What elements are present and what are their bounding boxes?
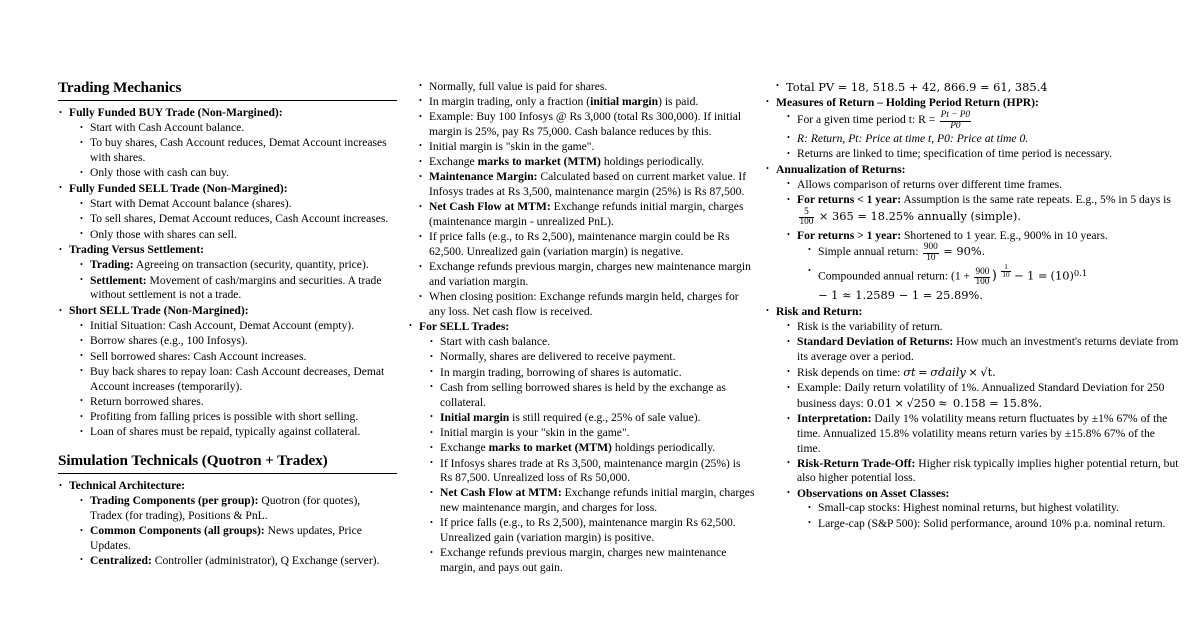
list-item <box>79 212 394 227</box>
item-text: In margin trading, only a fraction ( <box>429 94 591 108</box>
trading-mechanics-list <box>58 106 394 440</box>
list-item <box>418 200 755 229</box>
sublist <box>69 494 394 568</box>
item-label: • Fully Funded SELL Trade (Non-Margined): <box>69 181 288 195</box>
simple-return-fraction <box>923 243 939 263</box>
item-label: • Technical Architecture: <box>69 479 186 492</box>
list-item <box>765 96 1179 162</box>
list-item <box>79 524 394 553</box>
sigma-daily: σdaily <box>930 365 966 380</box>
list-item <box>58 182 394 242</box>
list-item <box>429 350 755 365</box>
hpr-denominator: P0 <box>940 121 971 132</box>
item-text: ) is paid. <box>658 94 699 108</box>
item-term: marks to market (MTM) <box>477 155 601 169</box>
compound-line2-exponent: 0.1 <box>1073 268 1088 279</box>
list-item <box>429 411 755 426</box>
list-item <box>786 365 1179 381</box>
sublist <box>69 258 394 303</box>
item-term: Centralized: <box>90 553 152 567</box>
list-item <box>786 457 1179 486</box>
compound-exponent-fraction <box>1001 264 1010 280</box>
item-text: Returns are linked to time; specification of time period is necessary. <box>797 147 1113 161</box>
list-item <box>429 426 755 441</box>
list-item <box>807 517 1179 532</box>
list-item <box>786 111 1179 131</box>
list-item <box>429 457 755 486</box>
item-text: Normally, shares are delivered to receive payment. <box>440 350 676 364</box>
item-label: • Trading Versus Settlement: <box>69 243 205 257</box>
list-item <box>429 366 755 381</box>
item-text: Shortened to 1 year. E.g., 900% in 10 years. <box>901 228 1108 242</box>
item-term: Risk-Return Trade-Off: <box>797 456 916 470</box>
list-item <box>418 260 755 289</box>
item-label: • Annualization of Returns: <box>776 162 906 176</box>
list-item <box>418 170 755 199</box>
sqrt-250: √250 <box>906 395 936 410</box>
list-item <box>786 178 1179 193</box>
compound-line2-rest: − 1 ≈ 1.2589 − 1 = 25.89%. <box>818 288 983 303</box>
item-text: Quotron (for quotes), Tradex (for trading), Positions & PnL. <box>90 494 361 522</box>
item-term: Standard Deviation of Returns: <box>797 335 954 349</box>
list-item <box>79 410 394 425</box>
sigma-t: σt <box>903 365 916 380</box>
item-text: R: Return, Pt: Price at time t, P0: Price at time 0. <box>797 131 1029 145</box>
list-item <box>79 365 394 394</box>
item-text: Movement of cash/margins and securities. A trade without settlement is not a trade. <box>90 273 382 302</box>
item-text: Buy back shares to repay loan: Cash Account decreases, Demat Account increases (temporarily). <box>90 364 385 393</box>
item-label: • Measures of Return – Holding Period Return (HPR): <box>776 95 1039 109</box>
list-item <box>807 264 1179 304</box>
item-text: Compounded annual return: (1 + <box>818 269 971 283</box>
item-text: When closing position: Exchange refunds margin held, charges for any loss. Net cash flow is received. <box>429 290 739 318</box>
list-item <box>79 228 394 243</box>
item-term: marks to market (MTM) <box>488 441 612 455</box>
fraction-numerator: 5 <box>804 206 809 217</box>
list-item <box>786 147 1179 162</box>
item-label: • Observations on Asset Classes: <box>797 486 950 500</box>
sublist <box>776 178 1179 304</box>
sublist <box>797 501 1179 531</box>
item-text: How much an investment's returns deviate from its average over a period. <box>797 335 1179 363</box>
list-item <box>418 155 755 170</box>
item-text: Exchange refunds previous margin, charges new maintenance margin and variation margin. <box>429 260 751 288</box>
fraction-denominator: 100 <box>975 277 990 288</box>
item-term: Initial margin <box>440 410 510 424</box>
item-term: Trading: <box>90 258 134 272</box>
sublist <box>69 319 394 440</box>
item-text: Borrow shares (e.g., 100 Infosys). <box>90 334 248 348</box>
list-item <box>786 320 1179 335</box>
item-text: Initial Situation: Cash Account, Demat Account (empty). <box>90 319 355 333</box>
section-simulation-technicals <box>58 452 394 569</box>
sublist <box>419 335 755 575</box>
item-text: Example: Buy 100 Infosys @ Rs 3,000 (total Rs 300,000). If initial margin is 25%, pay Rs 75,000. Cash balance reduces by this. <box>429 110 742 138</box>
item-text: Large-cap (S&P 500): Solid performance, around 10% p.a. nominal return. <box>818 516 1166 530</box>
list-item <box>418 95 755 110</box>
fraction-numerator: 900 <box>923 242 938 253</box>
list-item <box>775 80 1179 96</box>
list-item <box>429 381 755 410</box>
list-item <box>58 304 394 440</box>
list-item <box>79 395 394 410</box>
item-text: Exchange <box>429 155 478 169</box>
item-term: Settlement: <box>90 273 147 287</box>
list-item <box>79 554 394 569</box>
item-term: initial margin <box>590 94 659 108</box>
item-text: Sell borrowed shares: Cash Account increases. <box>90 349 307 363</box>
item-label: • Risk and Return: <box>776 304 863 318</box>
list-item <box>79 319 394 334</box>
item-text: If price falls (e.g., to Rs 2,500), maintenance margin Rs 62,500. Unrealized gain (variation margin) is positive. <box>440 516 736 544</box>
list-item <box>79 166 394 181</box>
list-item <box>79 494 394 523</box>
list-item <box>418 80 755 95</box>
item-text: Risk depends on time: <box>797 366 901 380</box>
item-text: In margin trading, borrowing of shares is automatic. <box>440 365 682 379</box>
list-item <box>418 140 755 155</box>
item-text: To sell shares, Demat Account reduces, Cash Account increases. <box>90 212 389 226</box>
item-text: Start with Cash Account balance. <box>90 121 245 135</box>
list-item <box>79 274 394 303</box>
item-text: If Infosys shares trade at Rs 3,500, maintenance margin (25%) is Rs 87,500. Unrealized loss of Rs 50,000. <box>440 456 741 485</box>
sigma-time-formula: σt = σdaily × √t. <box>903 365 996 380</box>
annualize-tail: × 365 = 18.25% annually (simple). <box>818 208 1021 223</box>
item-term: For returns < 1 year: <box>797 193 902 207</box>
list-item <box>765 305 1179 532</box>
section-rule <box>58 473 397 474</box>
item-text: Start with Demat Account balance (shares). <box>90 197 292 211</box>
list-item <box>429 516 755 545</box>
list-item <box>408 320 755 576</box>
list-item <box>58 243 394 303</box>
total-pv-list <box>765 80 1179 96</box>
item-text: Exchange <box>440 441 489 455</box>
item-text: Loan of shares must be repaid, typically against collateral. <box>90 425 361 439</box>
buy-trade-margin-list <box>408 80 755 320</box>
item-text: Exchange refunds initial margin, charges new maintenance margin, and charges for loss. <box>440 486 755 515</box>
simulation-technicals-list <box>58 479 394 569</box>
list-item <box>786 132 1179 147</box>
volatility-result: 0.158 = 15.8%. <box>952 395 1043 410</box>
compound-fraction <box>974 268 990 288</box>
list-item <box>429 441 755 456</box>
item-text: Allows comparison of returns over different time frames. <box>797 177 1063 191</box>
sqrt-t: √t <box>980 365 993 380</box>
list-item <box>79 258 394 273</box>
item-text: Profiting from falling prices is possible with short selling. <box>90 410 359 424</box>
item-term: For returns > 1 year: <box>797 228 902 242</box>
item-text: Agreeing on transaction (security, quantity, price). <box>133 258 369 272</box>
item-term: Net Cash Flow at MTM: <box>440 486 562 500</box>
section-rule <box>58 100 397 101</box>
item-text: Cash from selling borrowed shares is held by the exchange as collateral. <box>440 380 726 409</box>
list-item <box>765 163 1179 304</box>
section-trading-mechanics <box>58 79 394 440</box>
item-text: Assumption is the same rate repeats. E.g., 5% in 5 days is <box>901 193 1171 207</box>
list-item <box>58 106 394 181</box>
sublist <box>69 121 394 181</box>
item-text: News updates, Price Updates. <box>90 524 362 552</box>
item-label: • Short SELL Trade (Non-Margined): <box>69 304 249 318</box>
compound-line2-base: (10) <box>1050 268 1074 283</box>
item-text: holdings periodically. <box>600 155 705 169</box>
item-text: Only those with shares can sell. <box>90 227 237 241</box>
total-pv-formula: Total PV = 18, 518.5 + 42, 866.9 = 61, 385.4 <box>786 79 1048 94</box>
list-item <box>79 334 394 349</box>
item-term: Maintenance Margin: <box>429 170 538 184</box>
list-item <box>786 229 1179 304</box>
list-item <box>79 136 394 165</box>
fraction-denominator: 10 <box>923 253 939 264</box>
list-item <box>418 230 755 259</box>
item-text: Calculated based on current market value. If Infosys trades at Rs 3,500, maintenance margin (25%) is Rs 87,500. <box>429 170 747 199</box>
list-item <box>786 193 1179 228</box>
item-text: Controller (administrator), Q Exchange (server). <box>151 553 380 567</box>
item-term: Interpretation: <box>797 412 872 426</box>
list-item <box>786 487 1179 532</box>
sell-trades-list <box>408 320 755 576</box>
compound-paren-close: ) <box>991 268 1001 284</box>
simple-return-tail: = 90%. <box>943 244 986 259</box>
value-001: 0.01 <box>866 395 892 410</box>
list-item <box>79 121 394 136</box>
item-text: Small-cap stocks: Highest nominal returns, but highest volatility. <box>818 501 1119 515</box>
item-text: Only those with cash can buy. <box>90 166 229 180</box>
list-item <box>786 412 1179 456</box>
exponent-numerator: 1 <box>1004 263 1008 272</box>
item-text: Example: Daily return volatility of 1%. Annualized Standard Deviation for 250 business days: <box>797 381 1165 410</box>
fraction-denominator: 100 <box>799 217 814 228</box>
list-item <box>807 243 1179 263</box>
item-text: Exchange refunds initial margin, charges (maintenance margin - unrealized PnL). <box>429 200 744 228</box>
item-text: To buy shares, Cash Account reduces, Demat Account increases with shares. <box>90 136 387 165</box>
item-text: Exchange refunds previous margin, charges new maintenance margin, and pays out gain. <box>440 546 727 574</box>
list-item <box>807 501 1179 516</box>
hpr-fraction <box>940 111 971 131</box>
item-text: Initial margin is your "skin in the game". <box>440 426 630 439</box>
fraction-numerator: 900 <box>975 266 990 277</box>
sublist <box>776 320 1179 531</box>
list-item <box>429 546 755 575</box>
item-text: If price falls (e.g., to Rs 2,500), maintenance margin could be Rs 62,500. Unrealized gain (variation margin) is negative. <box>429 230 730 258</box>
item-text: Normally, full value is paid for shares. <box>429 79 608 93</box>
sublist <box>797 243 1179 303</box>
item-text: Risk is the variability of return. <box>797 319 943 333</box>
item-term: Common Components (all groups): <box>90 524 265 538</box>
list-item <box>429 335 755 350</box>
item-text: Return borrowed shares. <box>90 394 204 408</box>
list-item <box>418 110 755 139</box>
equals-sign: = <box>918 365 928 380</box>
item-term: Trading Components (per group): <box>90 494 259 508</box>
list-item <box>418 290 755 319</box>
item-text: Start with cash balance. <box>440 335 551 349</box>
list-item <box>58 479 394 569</box>
item-term: Net Cash Flow at MTM: <box>429 200 551 214</box>
item-text: is still required (e.g., 25% of sale value). <box>509 410 701 424</box>
section-heading-simulation-technicals: Simulation Technicals (Quotron + Tradex) <box>58 451 328 469</box>
item-text: Simple annual return: <box>818 245 919 259</box>
times-sign: × <box>894 395 904 410</box>
item-text: Higher risk typically implies higher potential return, but also higher potential loss. <box>797 456 1179 485</box>
approx-sign: ≈ <box>938 395 948 410</box>
list-item <box>786 335 1179 364</box>
right-column-outline <box>765 96 1179 532</box>
compound-tail: − 1 = <box>1014 268 1048 283</box>
hpr-numerator: Pt − P0 <box>940 109 971 120</box>
times-sign: × <box>968 365 978 380</box>
item-label: • Fully Funded BUY Trade (Non-Margined): <box>69 106 283 120</box>
item-text: Initial margin is "skin in the game". <box>429 139 595 153</box>
list-item <box>79 197 394 212</box>
five-over-hundred-fraction <box>799 208 815 228</box>
list-item <box>79 350 394 365</box>
sublist <box>776 111 1179 162</box>
item-text: holdings periodically. <box>611 441 716 455</box>
list-item <box>786 381 1179 411</box>
section-heading-trading-mechanics: Trading Mechanics <box>58 79 182 96</box>
column-right <box>765 0 1191 626</box>
list-item <box>79 425 394 440</box>
column-middle <box>404 0 765 626</box>
sublist <box>69 197 394 242</box>
column-left <box>0 0 404 626</box>
item-text: Daily 1% volatility means return fluctuates by ±1% 67% of the time. Annualized 15.8% volatility means return varies by ±15.8% 67% of the time. <box>797 412 1168 455</box>
volatility-formula <box>867 396 950 410</box>
item-text: For a given time period t: R = <box>797 112 936 126</box>
exponent-denominator: 10 <box>1002 271 1010 280</box>
item-label: • For SELL Trades: <box>419 319 510 333</box>
list-item <box>429 486 755 515</box>
